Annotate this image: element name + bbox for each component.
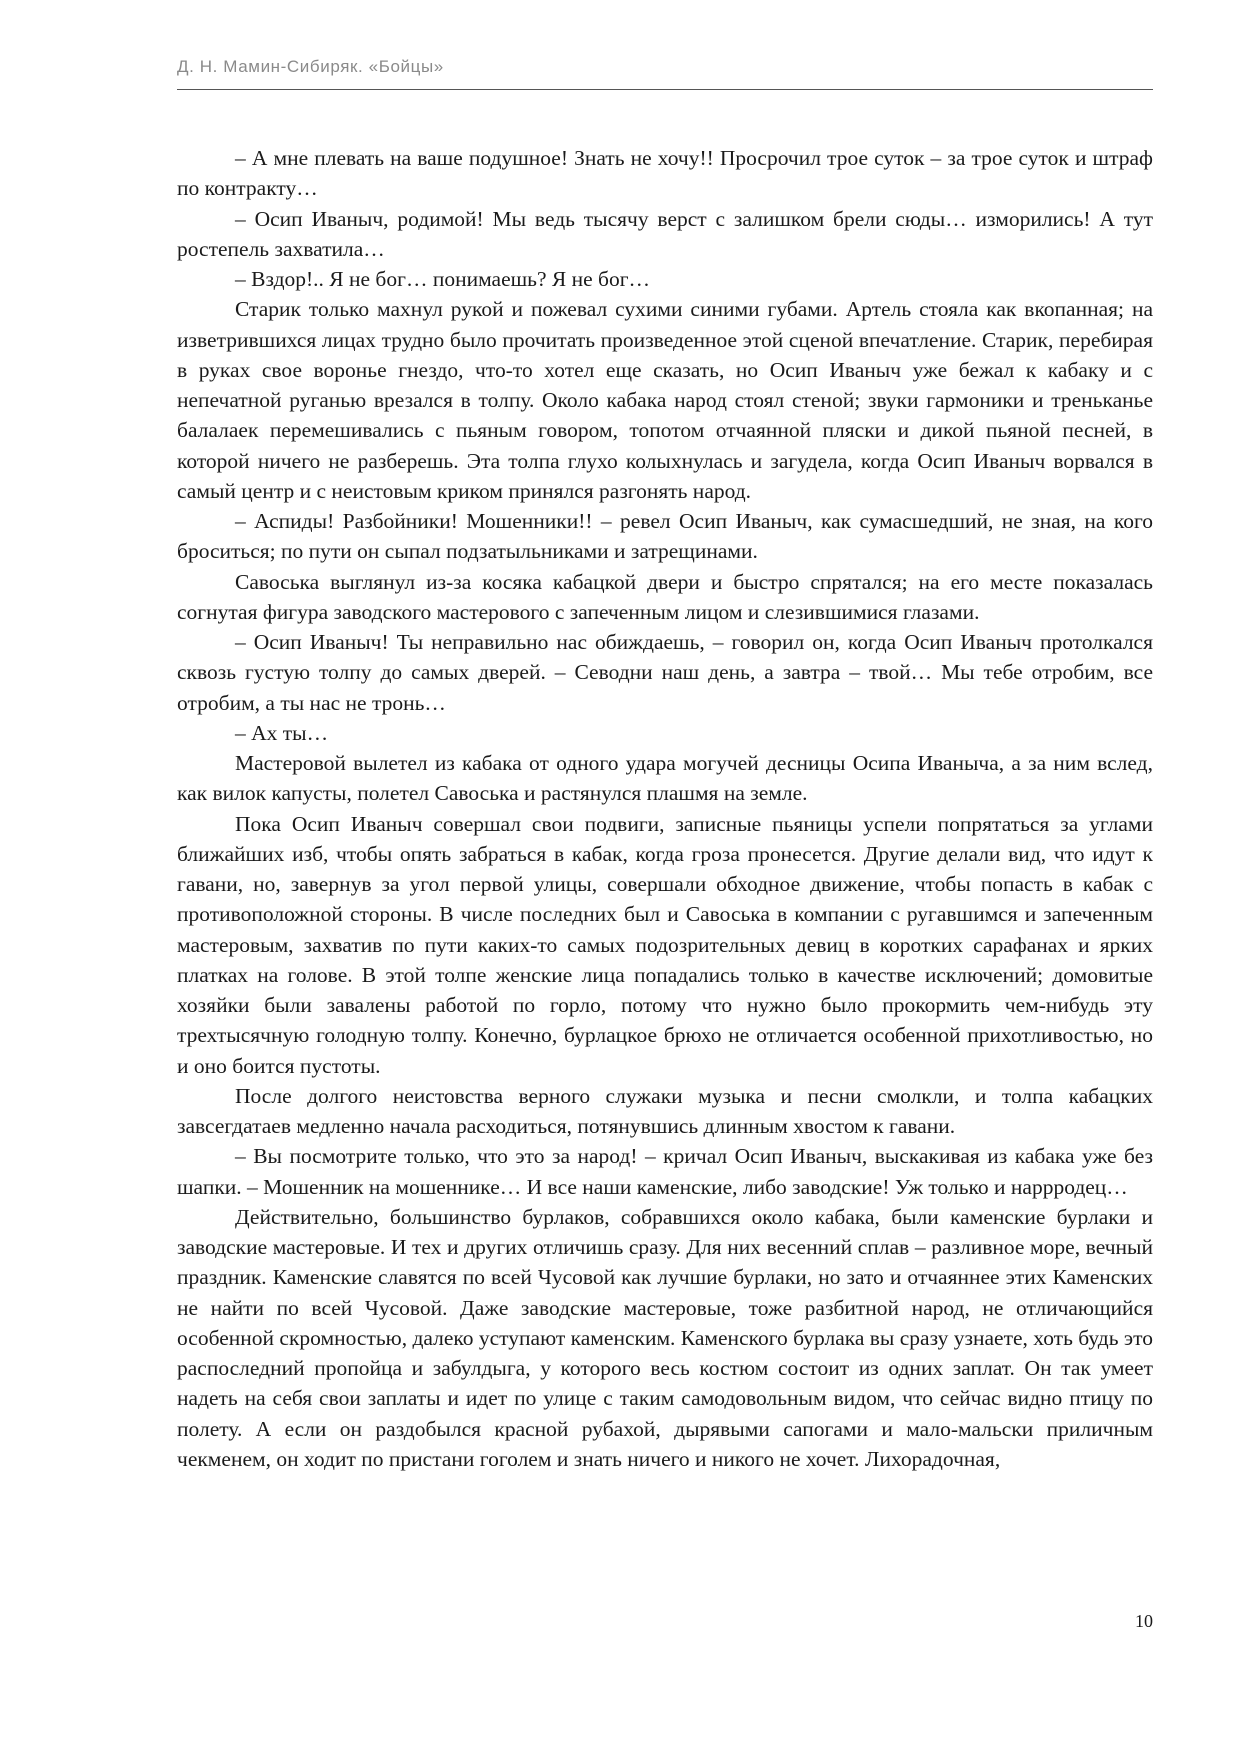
paragraph: – Вздор!.. Я не бог… понимаешь? Я не бог… bbox=[235, 267, 651, 291]
paragraph: После долгого неистовства верного служаки музыка и песни смолкли, и толпа кабацких завсегдатаев медленно начала расходиться, потянувшись длинным хвостом к гавани. bbox=[177, 1083, 1153, 1138]
paragraph: Мастеровой вылетел из кабака от одного удара могучей десницы Осипа Иваныча, а за ним вслед, как вилок капусты, полетел Савоська и растянулся плашмя на земле. bbox=[177, 751, 1153, 806]
paragraph: Савоська выглянул из-за косяка кабацкой двери и быстро спрятался; на его месте показалась согнутая фигура заводского мастерового с запеченным лицом и слезившимися глазами. bbox=[177, 569, 1153, 624]
page-number: 10 bbox=[1135, 1611, 1153, 1631]
paragraph: – Вы посмотрите только, что это за народ! – кричал Осип Иваныч, выскакивая из кабака уже без шапки. – Мошенник на мошеннике… И все наши каменские, либо заводские! Уж только и наррродец… bbox=[177, 1144, 1153, 1199]
paragraph: – Аспиды! Разбойники! Мошенники!! – ревел Осип Иваныч, как сумасшедший, не зная, на кого броситься; по пути он сыпал подзатыльниками и затрещинами. bbox=[177, 509, 1153, 564]
paragraph: Старик только махнул рукой и пожевал сухими синими губами. Артель стояла как вкопанная; на изветрившихся лицах трудно было прочитать произведенное этой сценой впечатление. Старик, перебирая в руках свое воронье гнездо, что-то хотел еще сказать, но Осип Иваныч уже бежал к кабаку и с непечатной руганью врезался в толпу. Около кабака народ стоял стеной; звуки гармоники и треньканье балалаек перемешивались с пьяным говором, топотом отчаянной пляски и дикой пьяной песней, в которой ничего не разберешь. Эта толпа глухо колыхнулась и загудела, когда Осип Иваныч ворвался в самый центр и с неистовым криком принялся разгонять народ. bbox=[177, 297, 1153, 503]
body-text bbox=[177, 143, 1153, 1474]
running-header bbox=[177, 56, 1153, 90]
paragraph: – Осип Иваныч, родимой! Мы ведь тысячу верст с залишком брели сюды… изморились! А тут ростепель захватила… bbox=[177, 206, 1153, 261]
paragraph: – А мне плевать на ваше подушное! Знать не хочу!! Просрочил трое суток – за трое суток и штраф по контракту… bbox=[177, 146, 1153, 201]
paragraph: – Ах ты… bbox=[235, 720, 329, 745]
paragraph: Пока Осип Иваныч совершал свои подвиги, записные пьяницы успели попрятаться за углами ближайших изб, чтобы опять забраться в кабак, когда гроза пронесется. Другие делали вид, что идут к гавани, но, завернув за угол первой улицы, совершали обходное движение, чтобы попасть в кабак с противоположной стороны. В числе последних был и Савоська в компании с ругавшимся и запеченным мастеровым, захватив по пути каких-то самых подозрительных девиц в коротких сарафанах и ярких платках на голове. В этой толпе женские лица попадались только в качестве исключений; домовитые хозяйки были завалены работой по горло, потому что нужно было прокормить чем-нибудь эту трехтысячную голодную толпу. Конечно, бурлацкое брюхо не отличается особенной прихотливостью, но и оно боится пустоты. bbox=[177, 811, 1153, 1078]
paragraph: Действительно, большинство бурлаков, собравшихся около кабака, были каменские бурлаки и заводские мастеровые. И тех и других отличишь сразу. Для них весенний сплав – разливное море, вечный праздник. Каменские славятся по всей Чусовой как лучшие бурлаки, но зато и отчаяннее этих Каменских не найти по всей Чусовой. Даже заводские мастеровые, тоже разбитной народ, не отличающийся особенной скромностью, далеко уступают каменским. Каменского бурлака вы сразу узнаете, хоть будь это распоследний пропойца и забулдыга, у которого весь костюм состоит из одних заплат. Он так умеет надеть на себя свои заплаты и идет по улице с таким самодовольным видом, что сейчас видно птицу по полету. А если он раздобылся красной рубахой, дырявыми сапогами и мало-мальски приличным чекменем, он ходит по пристани гоголем и знать ничего и никого не хочет. Лихорадочная, bbox=[177, 1204, 1153, 1471]
running-title: Д. Н. Мамин-Сибиряк. «Бойцы» bbox=[177, 57, 444, 76]
paragraph: – Осип Иваныч! Ты неправильно нас обиждаешь, – говорил он, когда Осип Иваныч протолкался сквозь густую толпу до самых дверей. – Севодни наш день, а завтра – твой… Мы тебе отробим, все отробим, а ты нас не тронь… bbox=[177, 630, 1153, 715]
